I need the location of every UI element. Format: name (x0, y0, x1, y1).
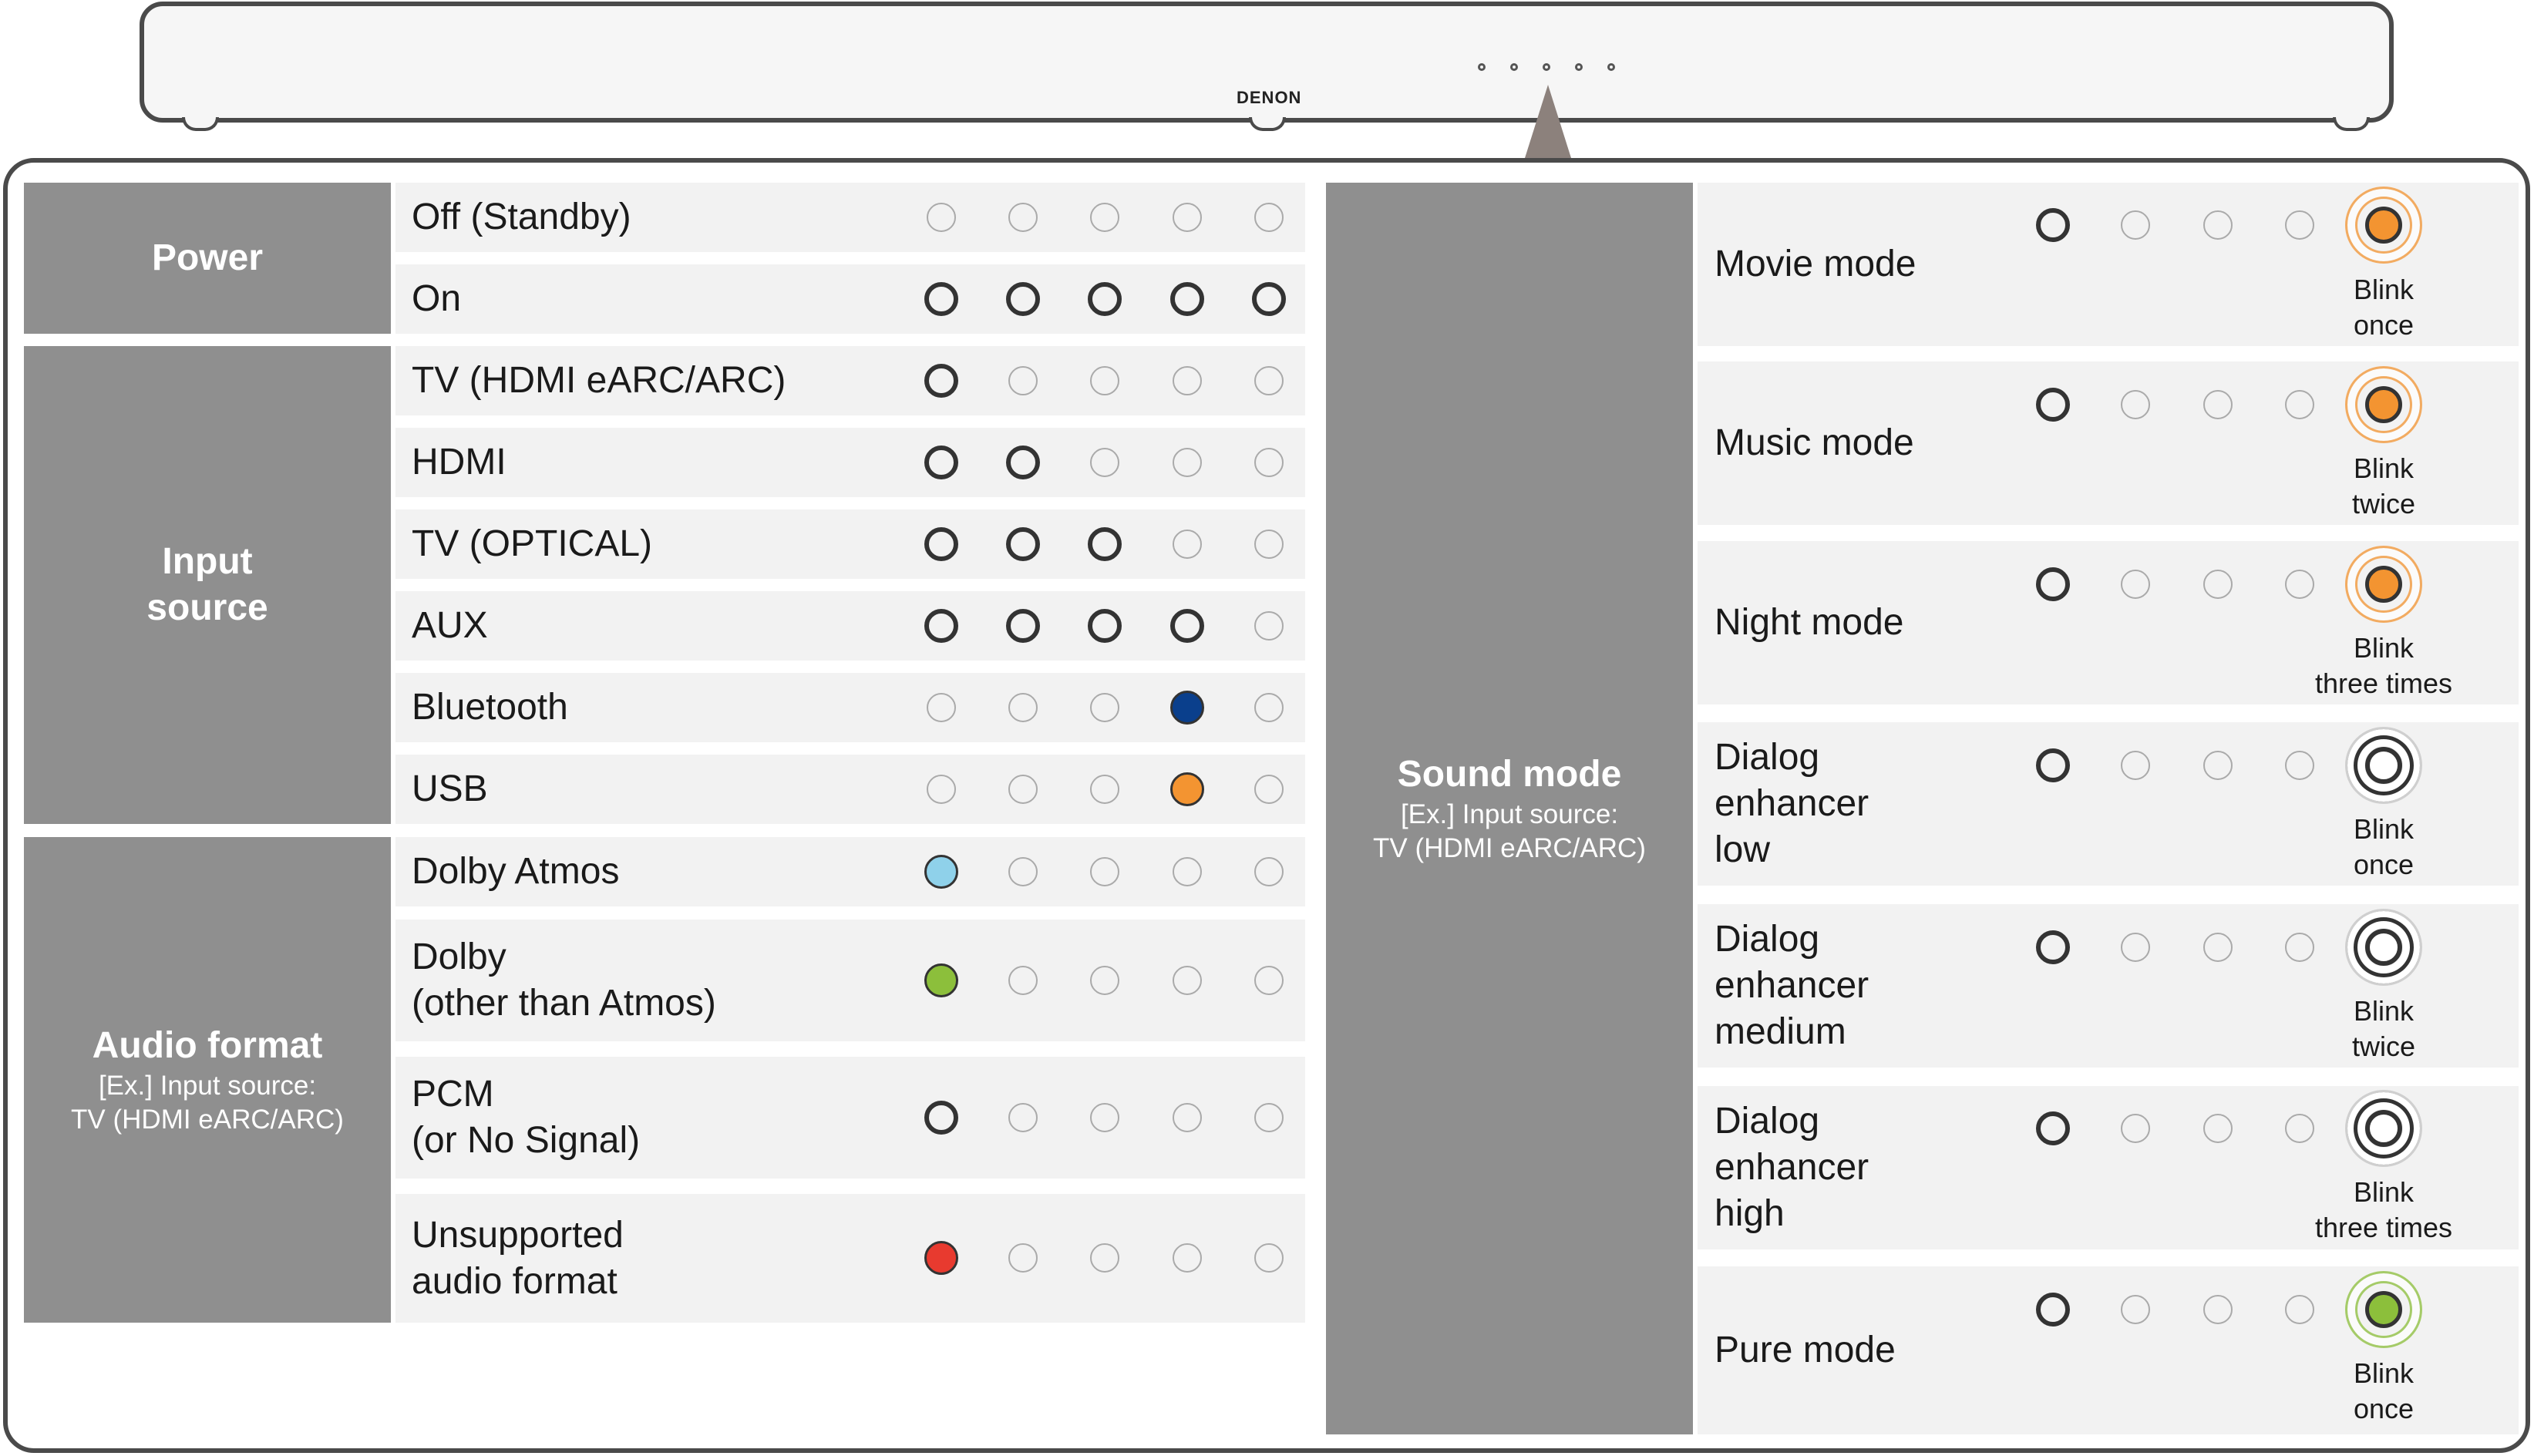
row-label: Dialog enhancer medium (1715, 919, 1869, 1052)
blink-led-core (2365, 566, 2402, 603)
led-off (1090, 966, 1119, 995)
led-off (1008, 203, 1038, 232)
led-off (2203, 751, 2233, 780)
row-label: Off (Standby) (412, 197, 631, 237)
led-on (924, 282, 958, 316)
blink-note: Blink once (2353, 274, 2415, 341)
led-on (2036, 388, 2070, 422)
led-on (1088, 609, 1122, 643)
category-audio-title: Audio format (92, 1025, 323, 1066)
row-label: Dolby Atmos (412, 851, 620, 892)
led-off (1173, 203, 1202, 232)
blink-note: Blink twice (2351, 995, 2416, 1062)
category-sound-mode (1326, 183, 1693, 1434)
led-off (2203, 570, 2233, 599)
soundbar-indicator-led (1607, 63, 1615, 71)
row-label: TV (HDMI eARC/ARC) (412, 360, 786, 401)
brand-logo: DENON (1237, 88, 1302, 107)
led-on (2036, 748, 2070, 782)
led-green (924, 963, 958, 997)
led-off (2203, 1114, 2233, 1143)
led-on (2036, 1293, 2070, 1327)
led-off (1008, 775, 1038, 804)
led-off (1090, 1103, 1119, 1132)
led-blue (1170, 691, 1204, 725)
row-label: Pure mode (1715, 1330, 1896, 1370)
category-sound-subtitle: [Ex.] Input source: TV (HDMI eARC/ARC) (1373, 799, 1646, 863)
led-off (1008, 693, 1038, 722)
led-on (1252, 282, 1286, 316)
led-on (1006, 282, 1040, 316)
blink-note: Blink twice (2351, 452, 2416, 520)
row-power-on (395, 264, 1305, 334)
led-on (1006, 446, 1040, 479)
led-off (1008, 1103, 1038, 1132)
led-off (1254, 693, 1284, 722)
led-off (2121, 751, 2150, 780)
blink-led-core (2365, 1291, 2402, 1328)
blink-note: Blink once (2353, 1357, 2415, 1424)
led-off (1090, 693, 1119, 722)
soundbar-foot-center (1249, 117, 1286, 131)
soundbar-foot-right (2333, 117, 2370, 131)
blink-led-core (2365, 1110, 2402, 1147)
led-off (2285, 1114, 2314, 1143)
led-off (1254, 1243, 1284, 1273)
led-off (1254, 775, 1284, 804)
row-label: Unsupported audio format (412, 1214, 624, 1302)
led-off (1173, 1103, 1202, 1132)
soundbar-indicator-led (1575, 63, 1583, 71)
led-off (2121, 1295, 2150, 1324)
led-on (1088, 527, 1122, 561)
soundbar-indicator-led (1510, 63, 1518, 71)
row-label: PCM (or No Signal) (412, 1074, 641, 1161)
led-off (2121, 933, 2150, 962)
row-label: AUX (412, 605, 488, 646)
row-label: Night mode (1715, 602, 1904, 643)
category-input-title: Input source (146, 541, 268, 628)
led-off (1090, 775, 1119, 804)
led-off (2285, 1295, 2314, 1324)
led-off (1173, 366, 1202, 395)
row-input-usb (395, 755, 1305, 824)
led-off (927, 693, 956, 722)
led-off (1008, 966, 1038, 995)
led-off (1090, 857, 1119, 886)
blink-note: Blink three times (2314, 632, 2453, 699)
row-label: On (412, 278, 462, 319)
row-label: Dialog enhancer low (1715, 737, 1869, 870)
led-off (1254, 366, 1284, 395)
row-label: HDMI (412, 442, 506, 483)
led-on (924, 364, 958, 398)
led-on (2036, 208, 2070, 242)
led-on (1088, 282, 1122, 316)
led-off (1173, 1243, 1202, 1273)
led-off (2121, 570, 2150, 599)
led-on (924, 1101, 958, 1135)
blink-note: Blink once (2353, 813, 2415, 880)
led-red (924, 1241, 958, 1275)
led-off (1173, 530, 1202, 559)
category-input-source (24, 346, 391, 824)
led-on (924, 527, 958, 561)
row-label: USB (412, 768, 488, 809)
led-off (1090, 448, 1119, 477)
row-input-aux (395, 591, 1305, 661)
led-off (2285, 210, 2314, 240)
led-off (2285, 751, 2314, 780)
led-off (1090, 1243, 1119, 1273)
led-off (2285, 933, 2314, 962)
led-on (1006, 527, 1040, 561)
led-off (2203, 933, 2233, 962)
led-off (2203, 1295, 2233, 1324)
led-off (1090, 366, 1119, 395)
led-off (1173, 966, 1202, 995)
led-off (1254, 530, 1284, 559)
led-off (2121, 1114, 2150, 1143)
led-off (2203, 390, 2233, 419)
soundbar-foot-left (182, 117, 219, 131)
row-input-hdmi (395, 428, 1305, 497)
category-power-title: Power (151, 237, 264, 278)
led-off (1090, 203, 1119, 232)
led-off (2203, 210, 2233, 240)
led-on (1170, 282, 1204, 316)
blink-led-core (2365, 747, 2402, 784)
led-light_blue (924, 855, 958, 889)
led-off (1254, 857, 1284, 886)
led-off (1254, 448, 1284, 477)
led-on (1006, 609, 1040, 643)
led-on (2036, 930, 2070, 964)
led-off (2121, 390, 2150, 419)
led-off (927, 203, 956, 232)
category-audio-subtitle: [Ex.] Input source: TV (HDMI eARC/ARC) (71, 1071, 344, 1135)
led-off (1008, 366, 1038, 395)
row-label: Music mode (1715, 422, 1914, 463)
led-off (2285, 390, 2314, 419)
led-on (2036, 1111, 2070, 1145)
led-off (1008, 857, 1038, 886)
led-off (1254, 966, 1284, 995)
led-off (2121, 210, 2150, 240)
category-power (24, 183, 391, 334)
led-orange (1170, 772, 1204, 806)
led-off (927, 775, 956, 804)
soundbar-indicator-led (1543, 63, 1550, 71)
led-off (1173, 448, 1202, 477)
indicator-table-panel (3, 158, 2530, 1453)
row-label: Dolby (other than Atmos) (412, 936, 716, 1024)
led-on (924, 609, 958, 643)
row-label: Dialog enhancer high (1715, 1101, 1869, 1234)
blink-led-core (2365, 207, 2402, 244)
led-on (2036, 567, 2070, 601)
led-on (1170, 609, 1204, 643)
blink-note: Blink three times (2314, 1176, 2453, 1243)
led-on (924, 446, 958, 479)
row-label: TV (OPTICAL) (412, 523, 653, 564)
led-off (1173, 857, 1202, 886)
row-label: Bluetooth (412, 687, 568, 728)
led-off (1008, 1243, 1038, 1273)
blink-led-core (2365, 929, 2402, 966)
led-off (1254, 611, 1284, 641)
category-sound-title: Sound mode (1397, 754, 1622, 795)
blink-led-core (2365, 386, 2402, 423)
indicator-pointer (1525, 85, 1571, 158)
row-label: Movie mode (1715, 244, 1916, 284)
category-audio-format (24, 837, 391, 1323)
led-off (1254, 1103, 1284, 1132)
led-off (1254, 203, 1284, 232)
soundbar-indicator-led (1478, 63, 1486, 71)
led-off (2285, 570, 2314, 599)
